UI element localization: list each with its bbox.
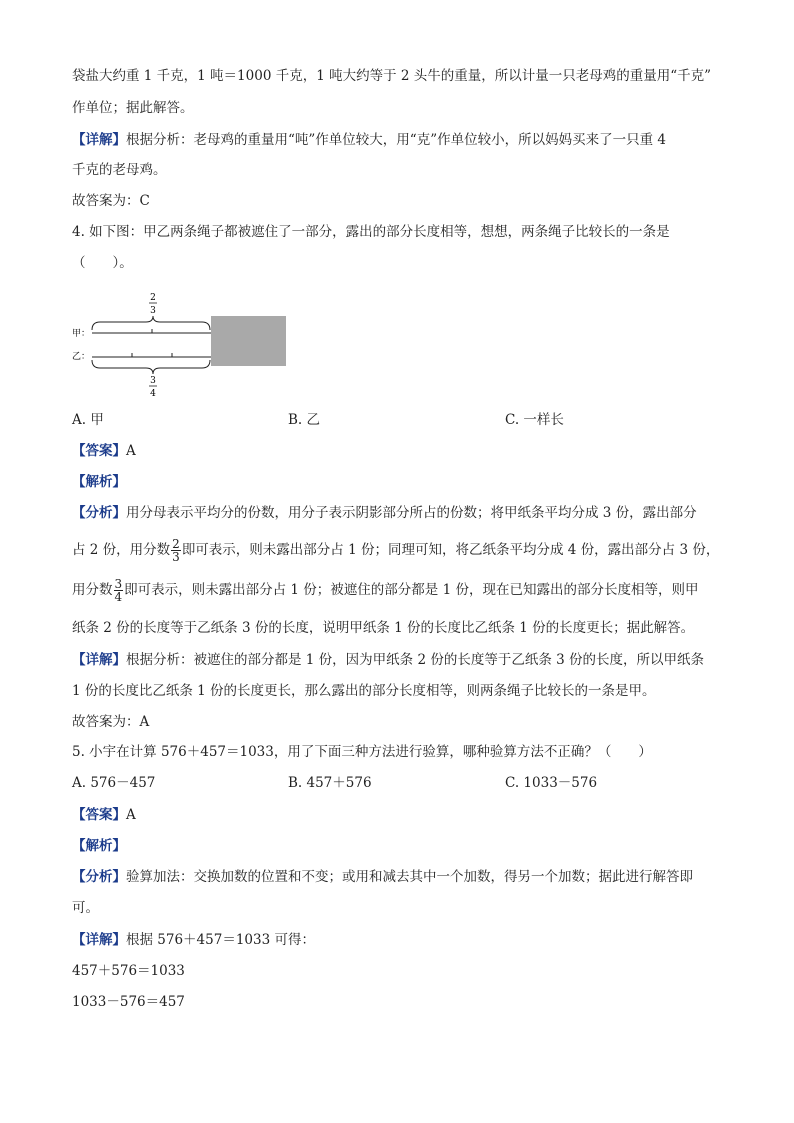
q4-stem-line2: （ ）。 — [72, 255, 133, 271]
q5-option-c: C. 1033－576 — [505, 775, 598, 791]
detail-text: 根据分析：被遮住的部分都是 1 份，因为甲纸条 2 份的长度等于乙纸条 3 份的长度，所以甲纸条 — [126, 652, 705, 668]
detail-text: 根据 576＋457＝1033 可得： — [126, 932, 315, 948]
fraction-numerator: 2 — [172, 537, 180, 551]
fraction-three-quarters — [114, 578, 124, 603]
q4-answer-line — [72, 442, 136, 460]
q5-detail-line1 — [72, 931, 315, 949]
q5-calc1: 457＋576＝1033 — [72, 963, 185, 979]
analysis-text: 用分母表示平均分的份数，用分子表示阴影部分所占的份数；将甲纸条平均分成 3 份，露出部分 — [126, 505, 697, 521]
jia-label: 甲： — [72, 329, 91, 339]
analysis-text: 即可表示，则未露出部分占 1 份；被遮住的部分都是 1 份，现在已知露出的部分长度相等，则甲 — [124, 582, 699, 598]
detail-text: 根据分析：老母鸡的重量用“吨”作单位较大，用“克”作单位较小，所以妈妈买来了一只重 4 — [126, 132, 666, 148]
q4-stem-line1: 4. 如下图：甲乙两条绳子都被遮住了一部分，露出的部分长度相等，想想，两条绳子比较长的一条是 — [72, 224, 670, 240]
top-fraction-numerator: 2 — [150, 293, 156, 303]
q5-stem: 5. 小宇在计算 576＋457＝1033，用了下面三种方法进行验算，哪种验算方法不正确？（ ） — [72, 744, 652, 760]
prev-text-line1: 袋盐大约重 1 千克，1 吨＝1000 千克，1 吨大约等于 2 头牛的重量，所以计量一只老母鸡的重量用“千克” — [72, 68, 712, 84]
q4-detail-line2: 1 份的长度比乙纸条 1 份的长度更长，那么露出的部分长度相等，则两条绳子比较长的一条是甲。 — [72, 683, 656, 699]
fraction-numerator: 3 — [114, 577, 123, 591]
q4-rope-figure — [70, 288, 300, 403]
q5-analysis-line1 — [72, 868, 693, 886]
bottom-fraction-denominator: 4 — [150, 389, 156, 399]
analysis-tag: 【分析】 — [72, 869, 126, 885]
analysis-text: 占 2 份，用分数 — [72, 542, 171, 558]
bottom-fraction-numerator: 3 — [150, 376, 156, 386]
q4-analysis-line4: 纸条 2 份的长度等于乙纸条 3 份的长度，说明甲纸条 1 份的长度比乙纸条 1 份的长度更长；据此解答。 — [72, 620, 695, 636]
q5-answer-line — [72, 806, 136, 824]
jiexi-tag: 【解析】 — [72, 474, 126, 490]
analysis-text: 即可表示，则未露出部分占 1 份；同理可知，将乙纸条平均分成 4 份，露出部分占 3 份， — [181, 542, 720, 558]
fraction-denominator: 4 — [114, 590, 123, 604]
q5-option-a: A. 576－457 — [72, 775, 156, 791]
top-fraction-denominator: 3 — [150, 306, 156, 316]
fraction-denominator: 3 — [172, 550, 180, 564]
analysis-text: 用分数 — [72, 582, 113, 598]
answer-value: A — [126, 807, 136, 823]
prev-answer-line: 故答案为：C — [72, 193, 150, 209]
yi-label: 乙： — [72, 352, 91, 362]
detail-tag: 【详解】 — [72, 132, 126, 148]
answer-tag: 【答案】 — [72, 807, 126, 823]
jiexi-tag: 【解析】 — [72, 838, 126, 854]
q4-jiexi-line — [72, 473, 126, 491]
q4-analysis-line3 — [72, 578, 698, 603]
q4-option-a: A. 甲 — [72, 412, 104, 428]
prev-detail-line1 — [72, 131, 666, 149]
answer-value: A — [126, 443, 136, 459]
q5-calc2: 1033－576＝457 — [72, 994, 185, 1010]
fraction-two-thirds — [171, 538, 181, 563]
q5-jiexi-line — [72, 837, 126, 855]
q5-analysis-line2: 可。 — [72, 900, 99, 916]
prev-text-line2: 作单位；据此解答。 — [72, 100, 194, 116]
detail-tag: 【详解】 — [72, 932, 126, 948]
detail-tag: 【详解】 — [72, 652, 126, 668]
q4-detail-line1 — [72, 651, 704, 669]
q4-option-b: B. 乙 — [288, 412, 321, 428]
prev-detail-line2: 千克的老母鸡。 — [72, 162, 167, 178]
analysis-text: 验算加法：交换加数的位置和不变；或用和减去其中一个加数，得另一个加数；据此进行解答即 — [126, 869, 693, 885]
top-brace — [92, 316, 210, 330]
cover-rectangle — [211, 316, 286, 366]
q4-analysis-line2 — [72, 538, 719, 563]
answer-tag: 【答案】 — [72, 443, 126, 459]
analysis-tag: 【分析】 — [72, 505, 126, 521]
q4-option-c: C. 一样长 — [505, 412, 564, 428]
q4-final-answer: 故答案为：A — [72, 714, 150, 730]
q4-analysis-line1 — [72, 504, 697, 522]
q5-option-b: B. 457＋576 — [288, 775, 372, 791]
bottom-brace — [92, 360, 210, 374]
